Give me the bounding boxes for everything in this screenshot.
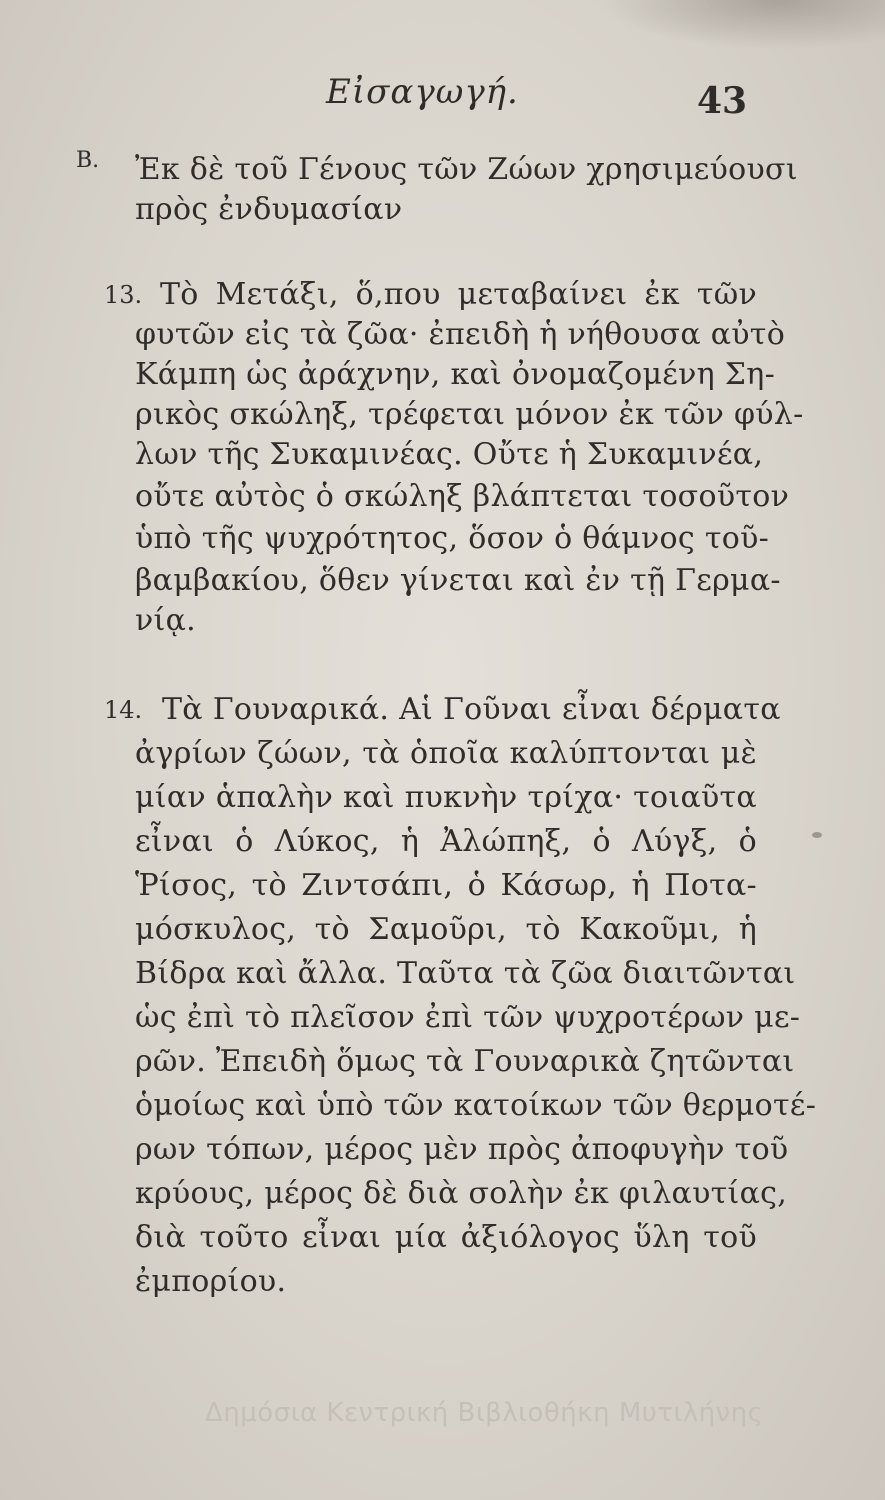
paragraph-line: Τὸ Μετάξι, ὅ,που μεταβαίνει ἐκ τῶν <box>160 277 757 312</box>
page-stain <box>600 0 885 50</box>
margin-mark <box>812 832 822 838</box>
paragraph-line: ρῶν. Ἐπειδὴ ὅμως τὰ Γουναρικὰ ζητῶνται <box>135 1044 795 1079</box>
intro-line: πρὸς ἐνδυμασίαν <box>135 192 403 227</box>
paragraph-line: ἀγρίων ζώων, τὰ ὁποῖα καλύπτονται μὲ <box>135 736 757 771</box>
intro-line: Ἐκ δὲ τοῦ Γένους τῶν Ζώων χρησιμεύουσι <box>135 152 798 187</box>
item-number: 14. <box>104 696 143 724</box>
item-number: 13. <box>104 281 143 309</box>
paragraph-line: βαμβακίου, ὅθεν γίνεται καὶ ἐν τῇ Γερμα- <box>135 563 781 598</box>
paragraph-line: ὁμοίως καὶ ὑπὸ τῶν κατοίκων τῶν θερμοτέ- <box>135 1088 817 1123</box>
paragraph-line: ρων τόπων, μέρος μὲν πρὸς ἀποφυγὴν τοῦ <box>135 1132 789 1167</box>
library-watermark: Δημόσια Κεντρική Βιβλιοθήκη Μυτιλήνης <box>205 1398 764 1428</box>
paragraph-line: μίαν ἁπαλὴν καὶ πυκνὴν τρίχα· τοιαῦτα <box>135 780 757 815</box>
paragraph-line: Ῥίσος, τὸ Ζιντσάπι, ὁ Κάσωρ, ἡ Ποτα- <box>135 868 757 903</box>
section-marker: B. <box>76 148 100 173</box>
paragraph-line: Κάμπη ὡς ἀράχνην, καὶ ὀνομαζομένη Ση- <box>135 357 776 392</box>
paragraph-line: Βίδρα καὶ ἄλλα. Ταῦτα τὰ ζῶα διαιτῶνται <box>135 956 796 991</box>
paragraph-line: νίᾳ. <box>135 603 196 638</box>
paragraph-line: διὰ τοῦτο εἶναι μία ἀξιόλογος ὕλη τοῦ <box>135 1220 757 1255</box>
paragraph-line: ὡς ἐπὶ τὸ πλεῖσον ἐπὶ τῶν ψυχροτέρων με- <box>135 1000 801 1035</box>
paragraph-line: Τὰ Γουναρικά. Αἱ Γοῦναι εἶναι δέρματα <box>162 692 781 727</box>
paragraph-line: ὑπὸ τῆς ψυχρότητος, ὅσον ὁ θάμνος τοῦ- <box>135 521 770 556</box>
page-number: 43 <box>697 80 748 122</box>
paragraph-line: ρικὸς σκώληξ, τρέφεται μόνον ἐκ τῶν φύλ- <box>135 397 804 432</box>
paragraph-line: κρύους, μέρος δὲ διὰ σολὴν ἐκ φιλαυτίας, <box>135 1176 788 1211</box>
paragraph-line: λων τῆς Συκαμινέας. Οὔτε ἡ Συκαμινέα, <box>135 437 764 472</box>
paragraph-line: μόσκυλος, τὸ Σαμοῦρι, τὸ Κακοῦμι, ἡ <box>135 912 757 947</box>
paragraph-line: οὔτε αὐτὸς ὁ σκώληξ βλάπτεται τοσοῦτον <box>135 479 790 514</box>
paragraph-line: φυτῶν εἰς τὰ ζῶα· ἐπειδὴ ἡ νήθουσα αὐτὸ <box>135 317 786 352</box>
paragraph-line: ἐμπορίου. <box>135 1264 287 1299</box>
paragraph-line: εἶναι ὁ Λύκος, ἡ Ἀλώπηξ, ὁ Λύγξ, ὁ <box>135 824 757 859</box>
running-head: Εἰσαγωγή. <box>326 72 519 112</box>
